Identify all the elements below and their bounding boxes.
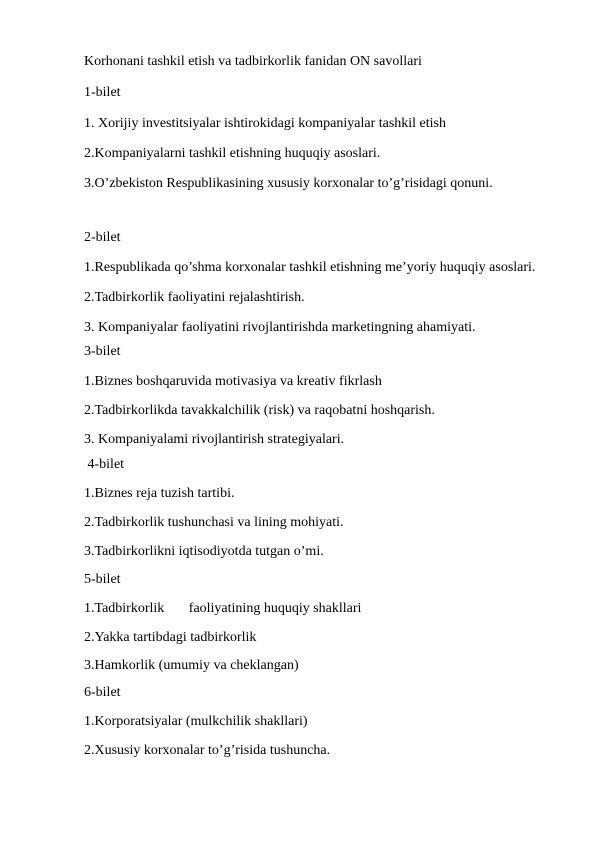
ticket-1-question-1: 1. Xorijiy investitsiyalar ishtirokidagi kompaniyalar tashkil etish bbox=[84, 116, 446, 131]
ticket-5-question-2: 2.Yakka tartibdagi tadbirkorlik bbox=[84, 630, 257, 645]
ticket-4-heading: 4-bilet bbox=[84, 457, 125, 472]
document-title: Korhonani tashkil etish va tadbirkorlik fanidan ON savollari bbox=[84, 54, 422, 69]
ticket-3-question-2: 2.Tadbirkorlikda tavakkalchilik (risk) va raqobatni hoshqarish. bbox=[84, 403, 435, 418]
ticket-5-question-3: 3.Hamkorlik (umumiy va cheklangan) bbox=[84, 658, 299, 673]
ticket-2-question-3: 3. Kompaniyalar faoliyatini rivojlantirishda marketingning ahamiyati. bbox=[84, 320, 476, 335]
ticket-6-question-1: 1.Korporatsiyalar (mulkchilik shakllari) bbox=[84, 714, 308, 729]
ticket-6-heading: 6-bilet bbox=[84, 685, 121, 700]
ticket-1-question-2: 2.Kompaniyalarni tashkil etishning huquqiy asoslari. bbox=[84, 146, 381, 161]
ticket-2-heading: 2-bilet bbox=[84, 230, 121, 245]
ticket-3-heading: 3-bilet bbox=[84, 344, 121, 359]
ticket-2-question-1: 1.Respublikada qo’shma korxonalar tashkil etishning me’yoriy huquqiy asoslari. bbox=[84, 260, 536, 275]
ticket-3-question-1: 1.Biznes boshqaruvida motivasiya va kreativ fikrlash bbox=[84, 374, 382, 389]
ticket-1-question-3: 3.O’zbekiston Respublikasining xususiy korxonalar to’g’risidagi qonuni. bbox=[84, 176, 493, 191]
ticket-6-question-2: 2.Xususiy korxonalar to’g’risida tushuncha. bbox=[84, 743, 331, 758]
ticket-1-heading: 1-bilet bbox=[84, 85, 121, 100]
ticket-4-question-1: 1.Biznes reja tuzish tartibi. bbox=[84, 486, 235, 501]
ticket-5-question-1: 1.Tadbirkorlik faoliyatining huquqiy shakllari bbox=[84, 601, 362, 616]
ticket-4-question-2: 2.Tadbirkorlik tushunchasi va lining mohiyati. bbox=[84, 515, 344, 530]
ticket-2-question-2: 2.Tadbirkorlik faoliyatini rejalashtirish. bbox=[84, 290, 305, 305]
ticket-3-question-3: 3. Kompaniyalami rivojlantirish strategiyalari. bbox=[84, 432, 345, 447]
ticket-5-heading: 5-bilet bbox=[84, 572, 121, 587]
ticket-4-question-3: 3.Tadbirkorlikni iqtisodiyotda tutgan o’mi. bbox=[84, 544, 324, 559]
